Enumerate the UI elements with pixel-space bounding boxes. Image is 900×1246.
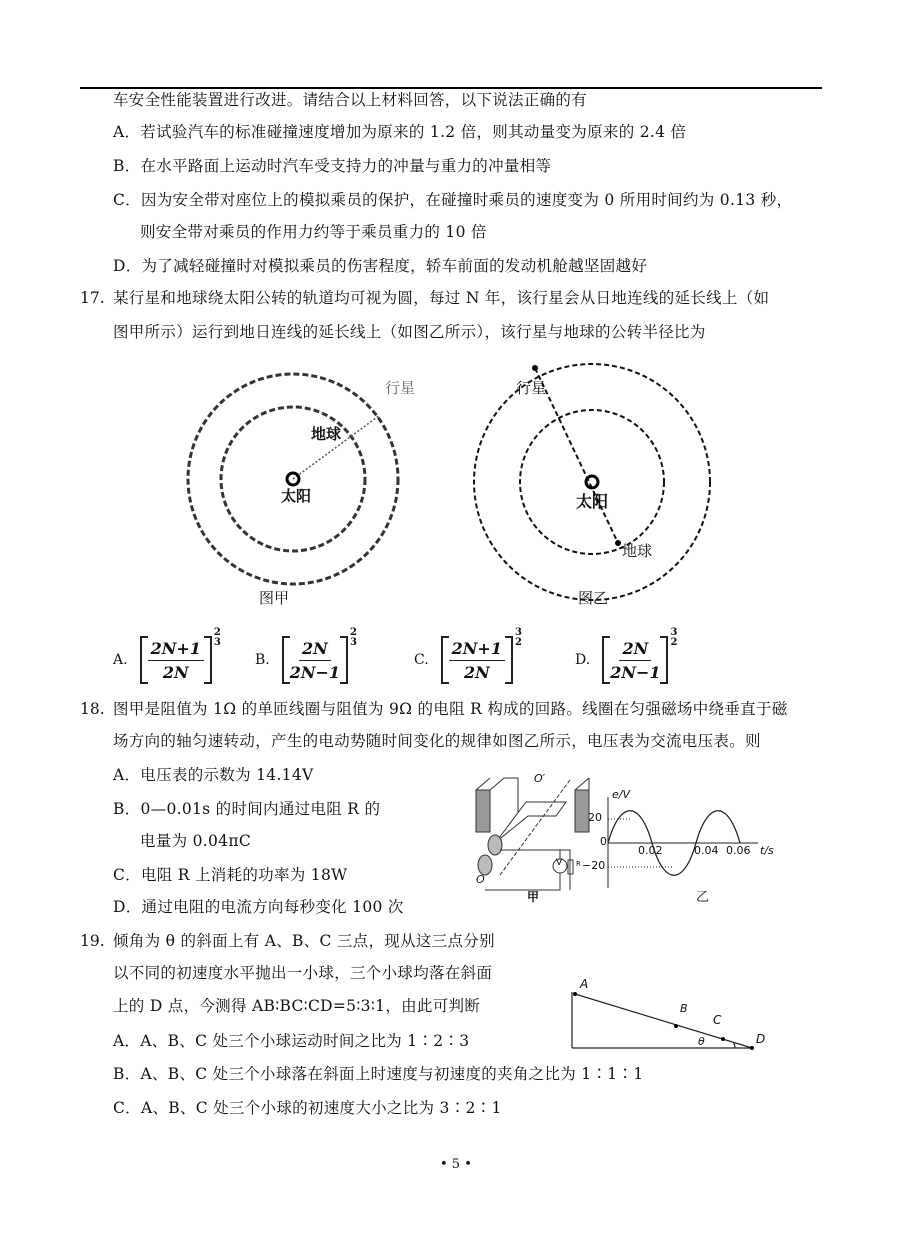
emf-chart	[608, 797, 758, 888]
q18-option-a: A．电压表的示数为 14.14V	[113, 766, 314, 784]
fraction-denominator: 2N−1	[289, 662, 341, 682]
q16-option-c: C．因为安全带对座位上的模拟乘员的保护，在碰撞时乘员的速度变为 0 所用时间约为 0.13 秒，	[113, 191, 793, 209]
q16-option-c-cont: 则安全带对乘员的作用力约等于乘员重力的 10 倍	[140, 223, 487, 241]
q19-stem-1: 倾角为 θ 的斜面上有 A、B、C 三点，现从这三点分别	[113, 932, 495, 950]
q18-number: 18.	[80, 700, 105, 718]
exponent-denominator: 3	[350, 637, 358, 648]
fraction	[449, 639, 505, 682]
exponent-denominator: 2	[670, 637, 678, 648]
chart-ytick-neg: −20	[582, 859, 606, 872]
exponent-numerator: 3	[514, 627, 522, 638]
exponent-denominator: 2	[514, 637, 522, 648]
chart-xtick: 0.04	[694, 844, 719, 857]
exponent-numerator: 2	[213, 627, 221, 638]
q18-option-b-cont: 电量为 0.04πC	[140, 832, 251, 850]
resistor-label: R	[576, 860, 581, 868]
chart-origin: 0	[600, 835, 607, 848]
fraction	[290, 639, 340, 682]
fraction	[148, 639, 204, 682]
q17-option-c	[414, 627, 522, 688]
point-a-label: A	[580, 977, 589, 991]
fig-yi-planet-label: 行星	[516, 379, 547, 397]
fraction-numerator: 2N	[299, 639, 331, 661]
fig-jia-sun-label: 太阳	[281, 487, 312, 505]
point-d-label: D	[756, 1032, 766, 1046]
q17-stem-1: 某行星和地球绕太阳公转的轨道均可视为圆，每过 N 年，该行星会从日地连线的延长线上（如	[113, 289, 770, 307]
option-key: D.	[575, 652, 591, 668]
exponent	[515, 628, 522, 648]
figure-yi-orbits	[474, 364, 710, 600]
q17-option-a	[113, 627, 221, 688]
axis-o: O	[476, 873, 485, 886]
q17-option-d	[575, 627, 678, 688]
exponent	[670, 628, 677, 648]
q18-option-c: C．电阻 R 上消耗的功率为 18W	[113, 866, 348, 884]
page-number: • 5 •	[440, 1157, 472, 1172]
q18-stem-2: 场方向的轴匀速转动，产生的电动势随时间变化的规律如图乙所示，电压表为交流电压表。则	[113, 732, 761, 750]
option-key: A.	[113, 652, 128, 668]
option-key: C.	[414, 652, 429, 668]
q17-number: 17.	[80, 289, 105, 307]
q19-option-b: B．A、B、C 处三个小球落在斜面上时速度与初速度的夹角之比为 1∶1∶1	[113, 1065, 644, 1083]
q16-option-a: A．若试验汽车的标准碰撞速度增加为原来的 1.2 倍，则其动量变为原来的 2.4 倍	[113, 123, 687, 141]
fraction-denominator: 2N	[463, 662, 490, 682]
exponent-numerator: 3	[670, 627, 678, 638]
option-key: B.	[255, 652, 270, 668]
chart-xlabel: t/s	[760, 844, 774, 857]
theta-label: θ	[698, 1035, 705, 1048]
fig-jia-earth-label: 地球	[311, 425, 342, 443]
caption-jia: 甲	[527, 890, 540, 904]
fig-yi-sun-label: 太阳	[576, 492, 609, 511]
chart-xtick: 0.06	[726, 844, 751, 857]
q16-option-b: B．在水平路面上运动时汽车受支持力的冲量与重力的冲量相等	[113, 157, 552, 175]
q19-stem-2: 以不同的初速度水平抛出一小球，三个小球均落在斜面	[113, 964, 493, 982]
fig-jia-caption: 图甲	[259, 589, 290, 607]
axis-o-prime: O′	[534, 772, 546, 785]
fig-jia-planet-label: 行星	[385, 379, 416, 397]
bracket	[282, 636, 348, 684]
fraction	[610, 639, 660, 682]
yi-planet-earth-line	[535, 368, 618, 543]
q18-option-b: B．0—0.01s 的时间内通过电阻 R 的	[113, 800, 381, 818]
point-c-label: C	[713, 1013, 722, 1027]
fraction-numerator: 2N+1	[449, 639, 505, 661]
fig-yi-caption: 图乙	[578, 589, 609, 607]
point-b-label: B	[680, 1002, 688, 1015]
fraction-denominator: 2N−1	[610, 662, 661, 682]
chart-ytick-pos: 20	[588, 811, 602, 824]
q16-lead: 车安全性能装置进行改进。请结合以上材料回答，以下说法正确的有	[113, 91, 588, 109]
exponent-numerator: 2	[350, 627, 358, 638]
fraction-numerator: 2N	[619, 639, 651, 661]
generator-diagram	[476, 778, 589, 890]
q17-option-b	[255, 627, 358, 688]
chart-ylabel: e/V	[612, 788, 630, 801]
caption-yi: 乙	[696, 890, 710, 905]
q17-stem-2: 图甲所示）运行到地日连线的延长线上（如图乙所示），该行星与地球的公转半径比为	[113, 323, 706, 341]
bracket	[441, 636, 513, 684]
q18-stem-1: 图甲是阻值为 1Ω 的单匝线圈与阻值为 9Ω 的电阻 R 构成的回路。线圈在匀强磁场中绕垂直于磁	[113, 700, 788, 718]
earth-dot	[615, 540, 621, 546]
q19-option-c: C．A、B、C 处三个小球的初速度大小之比为 3∶2∶1	[113, 1099, 502, 1117]
exponent	[214, 628, 221, 648]
bracket	[602, 636, 668, 684]
q18-option-d: D．通过电阻的电流方向每秒变化 100 次	[113, 898, 404, 916]
q19-stem-3: 上的 D 点，今测得 AB∶BC∶CD=5∶3∶1，由此可判断	[113, 997, 481, 1015]
fraction-numerator: 2N+1	[148, 639, 204, 661]
bracket	[140, 636, 212, 684]
exponent	[350, 628, 357, 648]
fraction-denominator: 2N	[162, 662, 189, 682]
q19-number: 19.	[80, 932, 105, 950]
exponent-denominator: 3	[213, 637, 221, 648]
q19-option-a: A．A、B、C 处三个小球运动时间之比为 1∶2∶3	[113, 1032, 470, 1050]
q16-option-d: D．为了减轻碰撞时对模拟乘员的伤害程度，轿车前面的发动机舱越坚固越好	[113, 257, 648, 275]
chart-xtick: 0.02	[638, 844, 663, 857]
planet-dot	[532, 365, 538, 371]
voltmeter-label: V	[556, 858, 563, 868]
fig-yi-earth-label: 地球	[622, 542, 653, 560]
incline-diagram	[572, 992, 752, 1048]
